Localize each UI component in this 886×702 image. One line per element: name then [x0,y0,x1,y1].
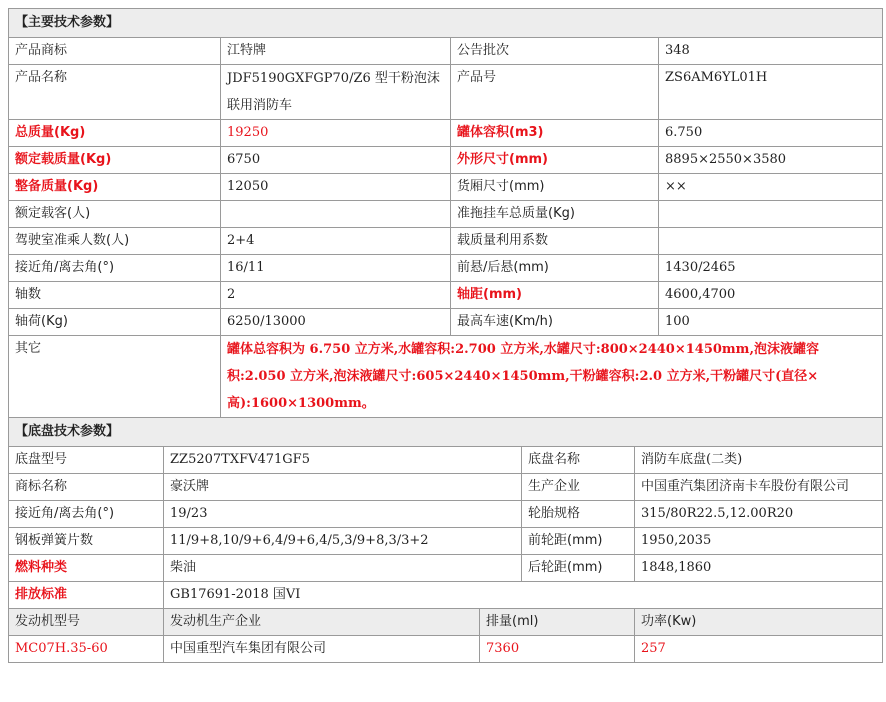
label-other: 其它 [9,336,221,418]
value-tire-spec: 315/80R22.5,12.00R20 [635,501,883,528]
value-product-name: JDF5190GXFGP70/Z6 型干粉泡沫联用消防车 [221,65,451,120]
value-trademark: 豪沃牌 [164,474,522,501]
value-displacement: 7360 [480,636,635,663]
label-tire-spec: 轮胎规格 [522,501,635,528]
value-engine-model: MC07H.35-60 [9,636,164,663]
value-other: 罐体总容积为 6.750 立方米,水罐容积:2.700 立方米,水罐尺寸:800×2440×1450mm,泡沫液罐容积:2.050 立方米,泡沫液罐尺寸:605×2440×1450mm,干粉罐容积:2.0 立方米,干粉罐尺寸(直径×高):1600×1300mm。 [221,336,883,418]
value-batch: 348 [659,38,883,65]
value-emission-standard: GB17691-2018 国VI [164,582,883,609]
table-row [9,147,883,174]
label-leaf-springs: 钢板弹簧片数 [9,528,164,555]
label-overhang: 前悬/后悬(mm) [451,255,659,282]
table-row [9,501,883,528]
table-row [9,255,883,282]
table-row [9,282,883,309]
label-chassis-model: 底盘型号 [9,447,164,474]
value-chassis-approach-angle: 19/23 [164,501,522,528]
label-axle-load: 轴荷(Kg) [9,309,221,336]
label-gross-mass: 总质量(Kg) [9,120,221,147]
label-axle-count: 轴数 [9,282,221,309]
table-row [9,336,883,418]
engine-value-row [9,636,883,663]
header-power: 功率(Kw) [635,609,883,636]
table-row [9,65,883,120]
label-rear-track: 后轮距(mm) [522,555,635,582]
value-wheelbase: 4600,4700 [659,282,883,309]
label-curb-mass: 整备质量(Kg) [9,174,221,201]
value-product-no: ZS6AM6YL01H [659,65,883,120]
section-title-main: 【主要技术参数】 [9,9,883,38]
label-tank-volume: 罐体容积(m3) [451,120,659,147]
label-brand: 产品商标 [9,38,221,65]
engine-header-row [9,609,883,636]
value-front-track: 1950,2035 [635,528,883,555]
value-load-coefficient [659,228,883,255]
label-cargo-size: 货厢尺寸(mm) [451,174,659,201]
value-gross-mass: 19250 [221,120,451,147]
value-axle-count: 2 [221,282,451,309]
value-rated-load: 6750 [221,147,451,174]
value-chassis-name: 消防车底盘(二类) [635,447,883,474]
table-row [9,555,883,582]
value-overhang: 1430/2465 [659,255,883,282]
value-engine-maker: 中国重型汽车集团有限公司 [164,636,480,663]
header-engine-maker: 发动机生产企业 [164,609,480,636]
chassis-specs-table [8,417,883,663]
section-title-chassis: 【底盘技术参数】 [9,418,883,447]
label-batch: 公告批次 [451,38,659,65]
table-row [9,582,883,609]
value-fuel-type: 柴油 [164,555,522,582]
table-row [9,174,883,201]
value-approach-angle: 16/11 [221,255,451,282]
value-trailer-mass [659,201,883,228]
value-brand: 江特牌 [221,38,451,65]
main-specs-table [8,8,883,418]
label-product-no: 产品号 [451,65,659,120]
label-fuel-type: 燃料种类 [9,555,164,582]
label-manufacturer: 生产企业 [522,474,635,501]
label-trademark: 商标名称 [9,474,164,501]
label-max-speed: 最高车速(Km/h) [451,309,659,336]
table-row [9,201,883,228]
value-dimensions: 8895×2550×3580 [659,147,883,174]
label-emission-standard: 排放标准 [9,582,164,609]
table-row [9,447,883,474]
spec-sheet [8,8,882,663]
value-leaf-springs: 11/9+8,10/9+6,4/9+6,4/5,3/9+8,3/3+2 [164,528,522,555]
label-trailer-mass: 准拖挂车总质量(Kg) [451,201,659,228]
value-rear-track: 1848,1860 [635,555,883,582]
value-curb-mass: 12050 [221,174,451,201]
label-wheelbase: 轴距(mm) [451,282,659,309]
label-cab-seats: 驾驶室准乘人数(人) [9,228,221,255]
table-row [9,309,883,336]
value-power: 257 [635,636,883,663]
value-max-speed: 100 [659,309,883,336]
label-rated-load: 额定载质量(Kg) [9,147,221,174]
value-rated-passengers [221,201,451,228]
header-displacement: 排量(ml) [480,609,635,636]
header-engine-model: 发动机型号 [9,609,164,636]
table-row [9,474,883,501]
value-axle-load: 6250/13000 [221,309,451,336]
label-product-name: 产品名称 [9,65,221,120]
value-cargo-size: ×× [659,174,883,201]
table-row [9,228,883,255]
table-row [9,38,883,65]
label-chassis-approach-angle: 接近角/离去角(°) [9,501,164,528]
value-manufacturer: 中国重汽集团济南卡车股份有限公司 [635,474,883,501]
value-cab-seats: 2+4 [221,228,451,255]
table-row [9,120,883,147]
table-row [9,528,883,555]
label-front-track: 前轮距(mm) [522,528,635,555]
label-load-coefficient: 载质量利用系数 [451,228,659,255]
label-approach-angle: 接近角/离去角(°) [9,255,221,282]
label-chassis-name: 底盘名称 [522,447,635,474]
label-dimensions: 外形尺寸(mm) [451,147,659,174]
label-rated-passengers: 额定载客(人) [9,201,221,228]
value-tank-volume: 6.750 [659,120,883,147]
value-chassis-model: ZZ5207TXFV471GF5 [164,447,522,474]
